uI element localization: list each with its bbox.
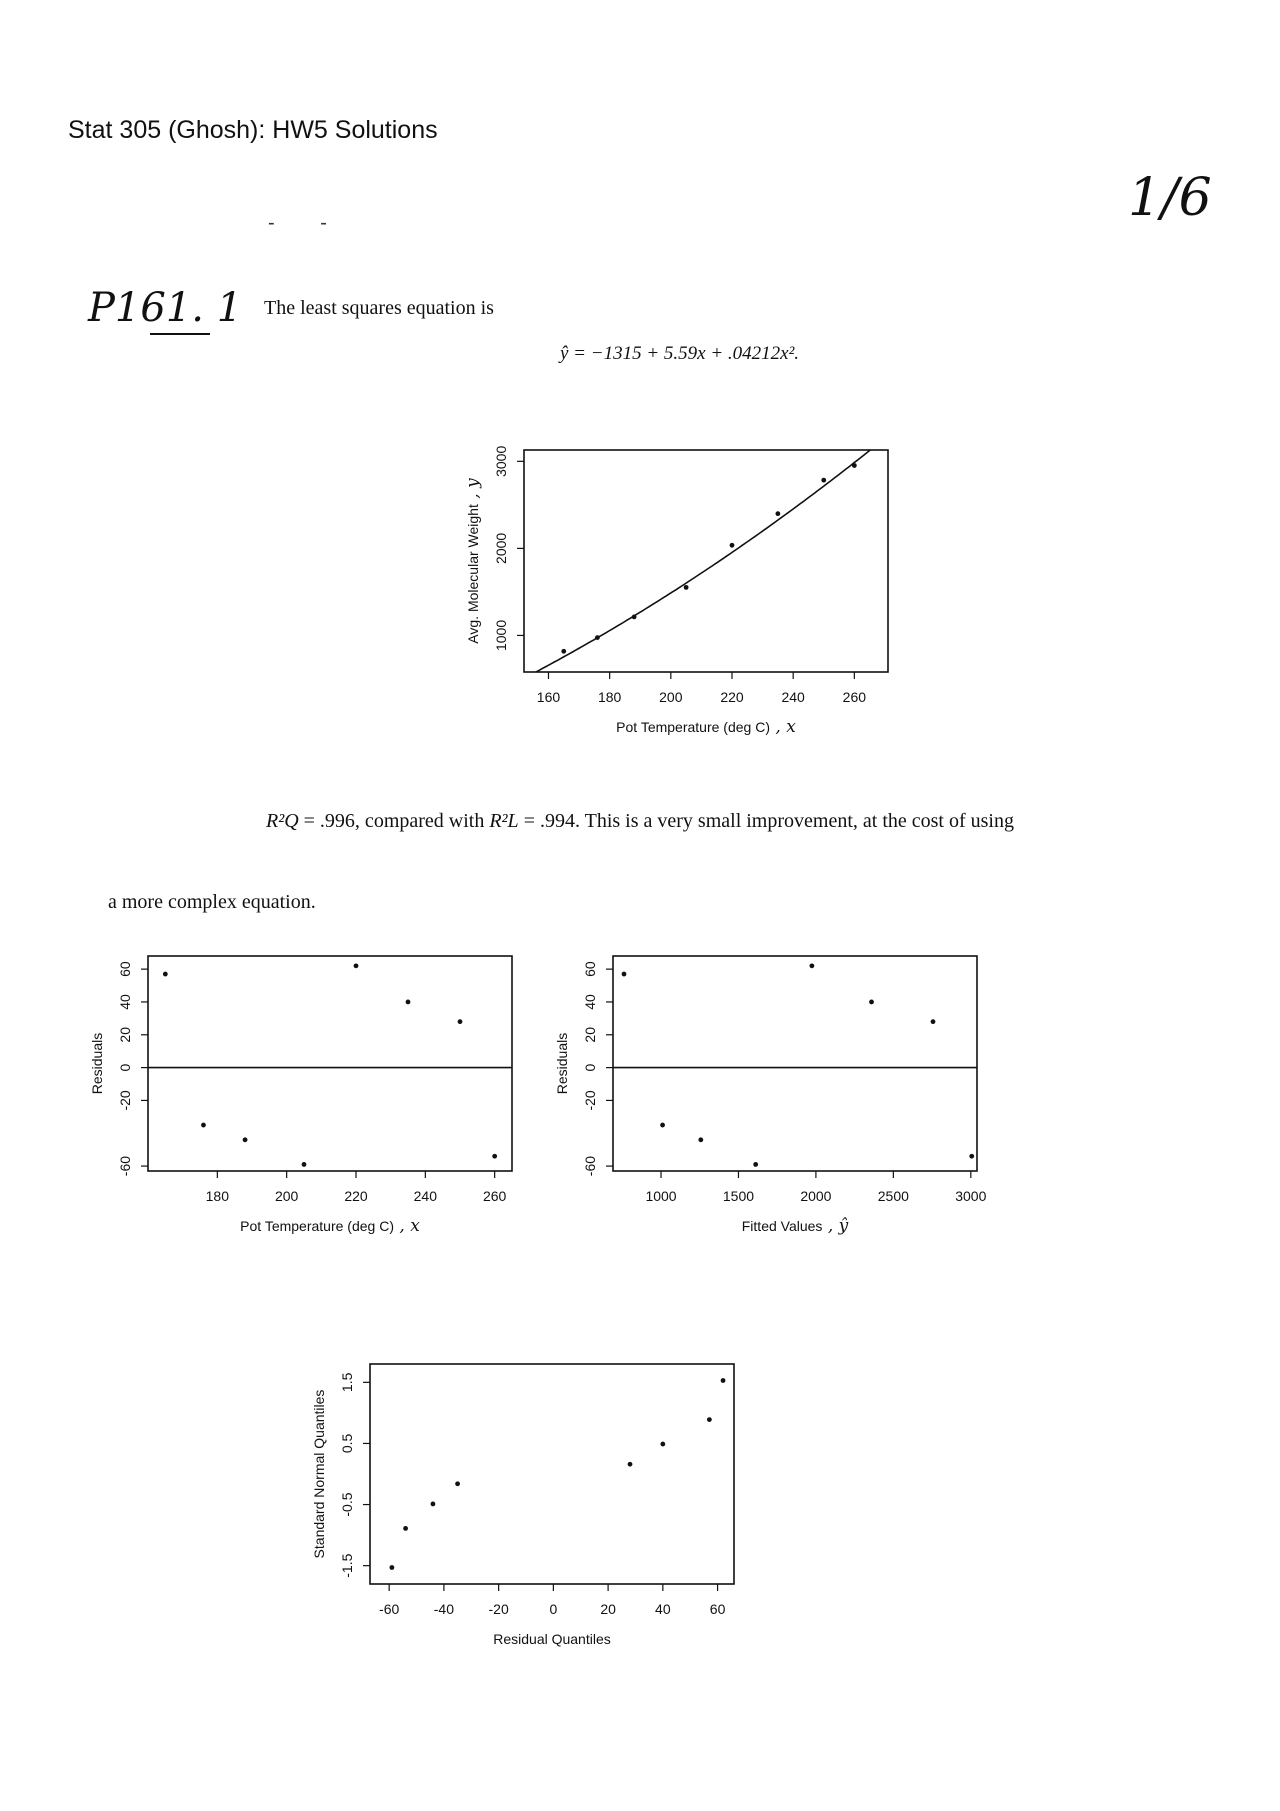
data-point: [660, 1123, 665, 1128]
r-squared-l-symbol: R²L: [489, 810, 519, 832]
data-point: [869, 1000, 874, 1005]
y-tick-label: 20: [582, 1026, 598, 1043]
data-point: [354, 963, 359, 968]
data-point: [201, 1123, 206, 1128]
data-point: [403, 1526, 408, 1531]
data-point: [730, 543, 735, 548]
residuals-temp-frame: [148, 956, 512, 1171]
y-tick-label: -60: [582, 1155, 598, 1177]
x-tick-label: 160: [536, 689, 561, 705]
x-tick-label: 260: [842, 689, 867, 705]
r-squared-sentence: [266, 810, 1014, 833]
problem-label: P161. 1: [88, 285, 243, 331]
fit-plot-frame: [524, 450, 888, 672]
x-axis-label: Residual Quantiles: [493, 1631, 611, 1647]
header-dashes: - -: [268, 212, 347, 234]
x-axis-label-note: , ŷ: [822, 1216, 849, 1236]
data-point: [969, 1154, 974, 1159]
y-axis-label: Residuals: [554, 1032, 570, 1095]
x-tick-label: 60: [709, 1601, 726, 1617]
intro-text: The least squares equation is: [264, 297, 494, 319]
data-point: [389, 1565, 394, 1570]
r-squared-l-value: = .994. This is a very small improvement, at the cost of using: [518, 810, 1014, 832]
data-point: [622, 972, 627, 977]
data-point: [595, 635, 600, 640]
y-tick-label: -1.5: [339, 1553, 355, 1578]
x-tick-label: -20: [488, 1601, 509, 1617]
page-header: Stat 305 (Ghosh): HW5 Solutions: [68, 116, 438, 144]
residuals-vs-fitted-plot: [545, 944, 1005, 1244]
x-axis-label: Pot Temperature (deg C) , x: [240, 1216, 420, 1236]
data-point: [698, 1137, 703, 1142]
x-tick-label: -60: [379, 1601, 400, 1617]
x-tick-label: 220: [344, 1188, 368, 1204]
y-axis-label: Residuals: [89, 1032, 105, 1095]
normal-quantile-plot: [298, 1352, 758, 1672]
fit-plot: [452, 438, 912, 748]
x-tick-label: 0: [549, 1601, 558, 1617]
data-point: [852, 463, 857, 468]
data-point: [163, 972, 168, 977]
x-tick-label: 3000: [955, 1188, 987, 1204]
problem-underline: [150, 333, 210, 335]
data-point: [458, 1019, 463, 1024]
data-point: [632, 614, 637, 619]
r-squared-q-value: = .996, compared with: [298, 810, 490, 832]
x-tick-label: 1000: [645, 1188, 677, 1204]
data-point: [561, 649, 566, 654]
data-point: [721, 1378, 726, 1383]
y-tick-label: 40: [117, 994, 133, 1010]
data-point: [431, 1502, 436, 1507]
y-tick-label: 3000: [493, 445, 509, 477]
data-point: [775, 511, 780, 516]
x-axis-label: Fitted Values , ŷ: [741, 1216, 849, 1236]
data-point: [684, 585, 689, 590]
r-squared-continuation: a more complex equation.: [108, 891, 316, 913]
residuals-fitted-frame: [613, 956, 977, 1171]
data-point: [455, 1481, 460, 1486]
y-tick-label: -60: [117, 1155, 133, 1177]
data-point: [492, 1154, 497, 1159]
fitted-equation: ŷ = −1315 + 5.59x + .04212x².: [560, 343, 800, 364]
normal-quantile-frame: [370, 1364, 734, 1584]
x-tick-label: 200: [659, 689, 683, 705]
x-tick-label: 200: [274, 1188, 299, 1204]
y-tick-label: 40: [582, 994, 598, 1010]
y-axis-label: Avg. Molecular Weight , y: [463, 478, 483, 644]
x-tick-label: 180: [597, 689, 622, 705]
y-tick-label: 1000: [493, 619, 509, 652]
x-tick-label: 40: [655, 1601, 671, 1617]
x-tick-label: 240: [413, 1188, 438, 1204]
y-tick-label: 60: [117, 961, 133, 977]
y-tick-label: -0.5: [339, 1492, 355, 1517]
y-axis-label-note: , y: [463, 478, 483, 505]
data-point: [660, 1442, 665, 1447]
x-tick-label: 240: [781, 689, 805, 705]
x-tick-label: 220: [720, 689, 744, 705]
y-tick-label: -20: [582, 1090, 598, 1111]
data-point: [931, 1019, 936, 1024]
x-tick-label: 1500: [722, 1188, 755, 1204]
x-tick-label: 260: [482, 1188, 507, 1204]
data-point: [821, 478, 826, 483]
data-point: [809, 963, 814, 968]
y-tick-label: -20: [117, 1090, 133, 1111]
data-point: [406, 1000, 411, 1005]
data-point: [753, 1162, 758, 1167]
x-tick-label: 2500: [877, 1188, 909, 1204]
x-axis-label: Pot Temperature (deg C) , x: [616, 717, 796, 737]
data-point: [707, 1417, 712, 1422]
residuals-vs-temperature-plot: [72, 944, 532, 1244]
y-tick-label: 0: [117, 1063, 133, 1072]
x-tick-label: 180: [205, 1188, 230, 1204]
y-tick-label: 60: [582, 961, 598, 977]
x-tick-label: 20: [600, 1601, 616, 1617]
y-tick-label: 0.5: [339, 1433, 355, 1454]
x-axis-label-note: , x: [770, 717, 796, 737]
y-tick-label: 0: [582, 1063, 598, 1072]
y-axis-label: Standard Normal Quantiles: [311, 1389, 327, 1559]
x-tick-label: -40: [433, 1601, 455, 1617]
data-point: [302, 1162, 307, 1167]
fitted-curve: [524, 436, 888, 679]
x-tick-label: 2000: [800, 1188, 832, 1204]
y-tick-label: 1.5: [339, 1372, 355, 1393]
y-tick-label: 20: [117, 1026, 133, 1043]
r-squared-q-symbol: R²Q: [266, 810, 299, 832]
data-point: [243, 1137, 248, 1142]
page-number-mark: 1/6: [1128, 168, 1212, 228]
y-tick-label: 2000: [493, 532, 509, 564]
data-point: [628, 1462, 633, 1467]
x-axis-label-note: , x: [394, 1216, 420, 1236]
